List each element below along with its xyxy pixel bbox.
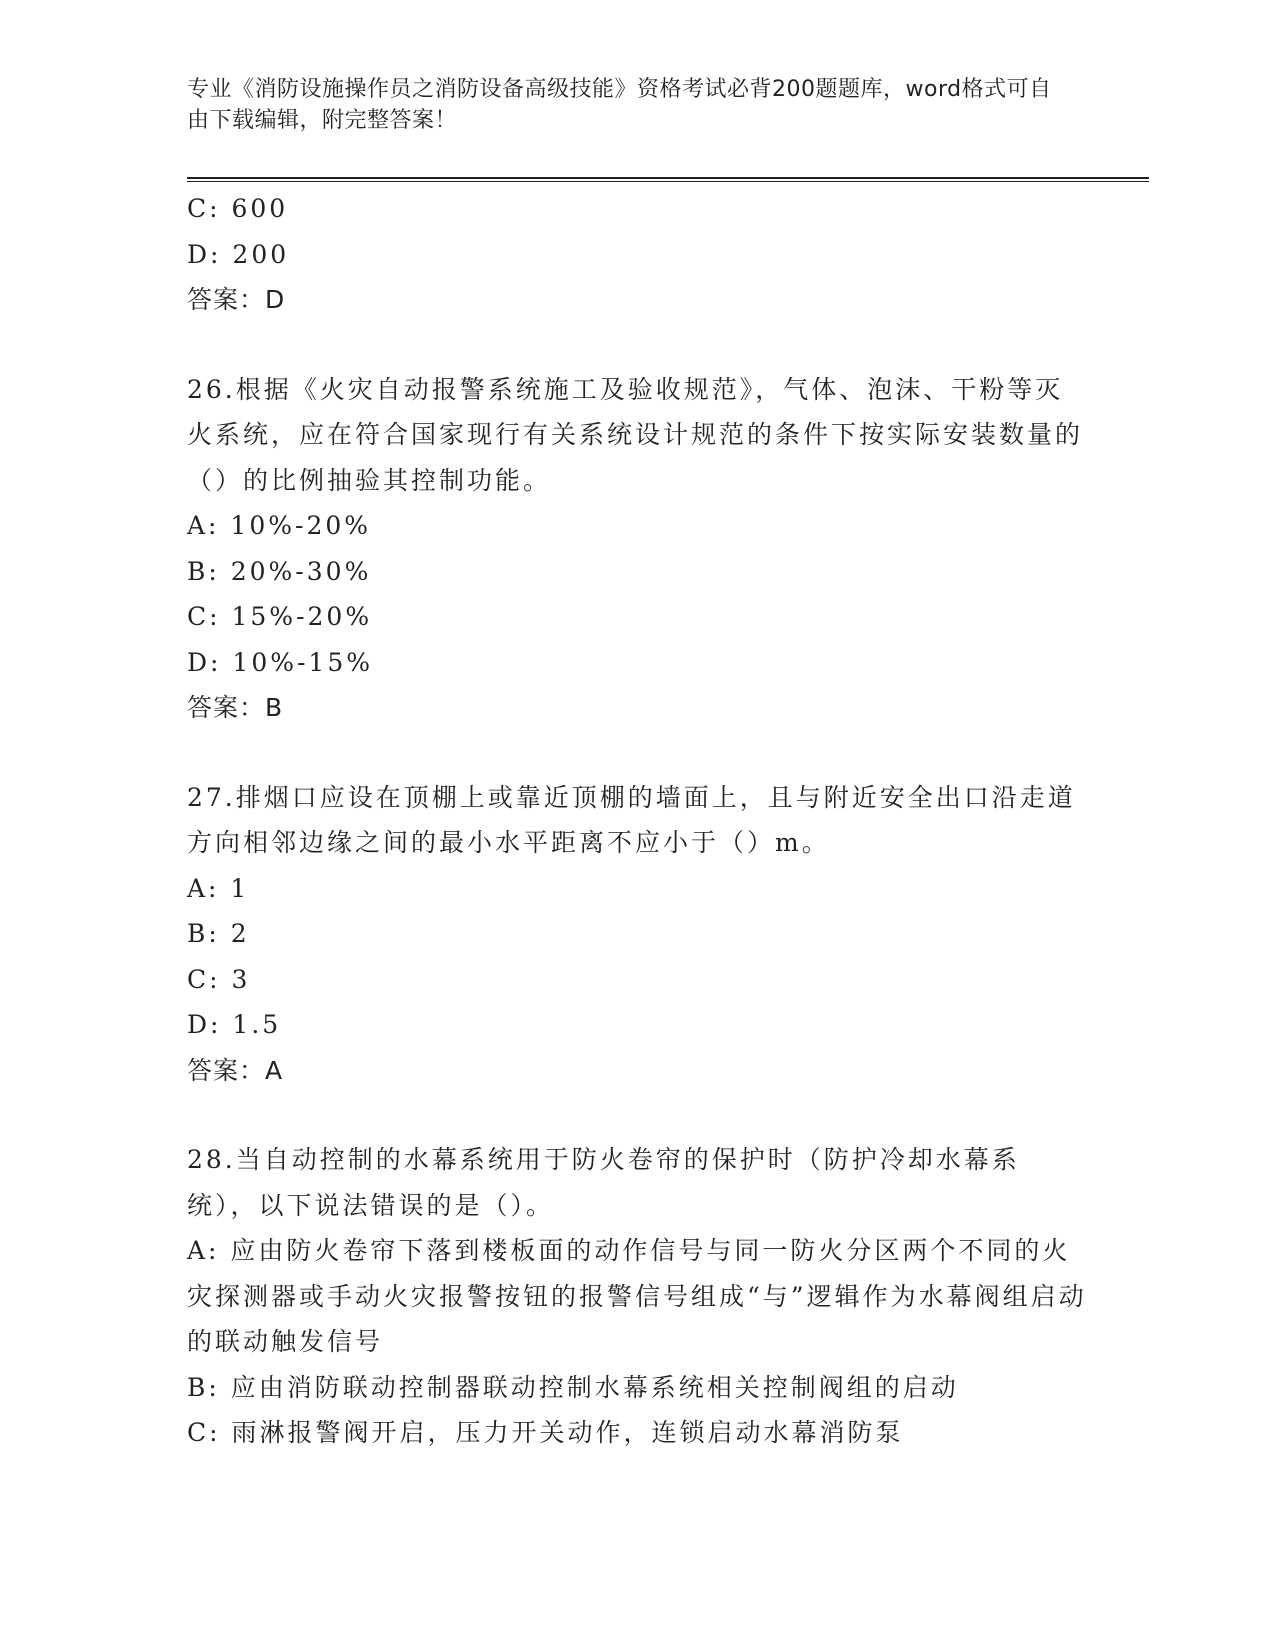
previous-question-tail [187,186,1087,323]
option-d: D: 1.5 [187,1010,282,1039]
option-b: B: 20%-30% [187,556,372,586]
option-b: B: 2 [187,919,250,948]
option-d: D: 200 [187,239,290,269]
question-stem: 27.排烟口应设在顶棚上或靠近顶棚的墙面上，且与附近安全出口沿走道方向相邻边缘之间的最小水平距离不应小于（）m。 [187,782,1076,857]
page-header: 专业《消防设施操作员之消防设备高级技能》资格考试必背200题题库，word格式可自由下载编辑，附完整答案！ [187,77,1052,133]
question-28 [187,1137,1087,1456]
option-c: C: 600 [187,194,289,223]
option-a: A: 10%-20% [187,511,372,540]
answer-line: 答案：D [187,285,286,314]
option-c: C: 15%-20% [187,602,373,631]
question-27 [187,775,1087,1094]
question-26 [187,367,1087,731]
question-stem: 28.当自动控制的水幕系统用于防火卷帘的保护时（防护冷却水幕系统），以下说法错误的是（）。 [187,1145,1020,1220]
option-a: A: 1 [187,873,250,903]
option-b: B: 应由消防联动控制器联动控制水幕系统相关控制阀组的启动 [187,1372,959,1402]
option-c: C: 雨淋报警阀开启，压力开关动作，连锁启动水幕消防泵 [187,1418,904,1447]
question-stem: 26.根据《火灾自动报警系统施工及验收规范》，气体、泡沫、干粉等灭火系统，应在符合国家现行有关系统设计规范的条件下按实际安装数量的（）的比例抽验其控制功能。 [187,374,1084,495]
option-a: A: 应由防火卷帘下落到楼板面的动作信号与同一防火分区两个不同的火灾探测器或手动火灾报警按钮的报警信号组成“与”逻辑作为水幕阀组启动的联动触发信号 [187,1236,1087,1356]
option-c: C: 3 [187,964,251,994]
option-d: D: 10%-15% [187,647,373,677]
document-body [187,186,1087,1456]
header-divider [187,177,1149,182]
answer-line: 答案：A [187,1055,284,1085]
answer-line: 答案：B [187,693,284,722]
